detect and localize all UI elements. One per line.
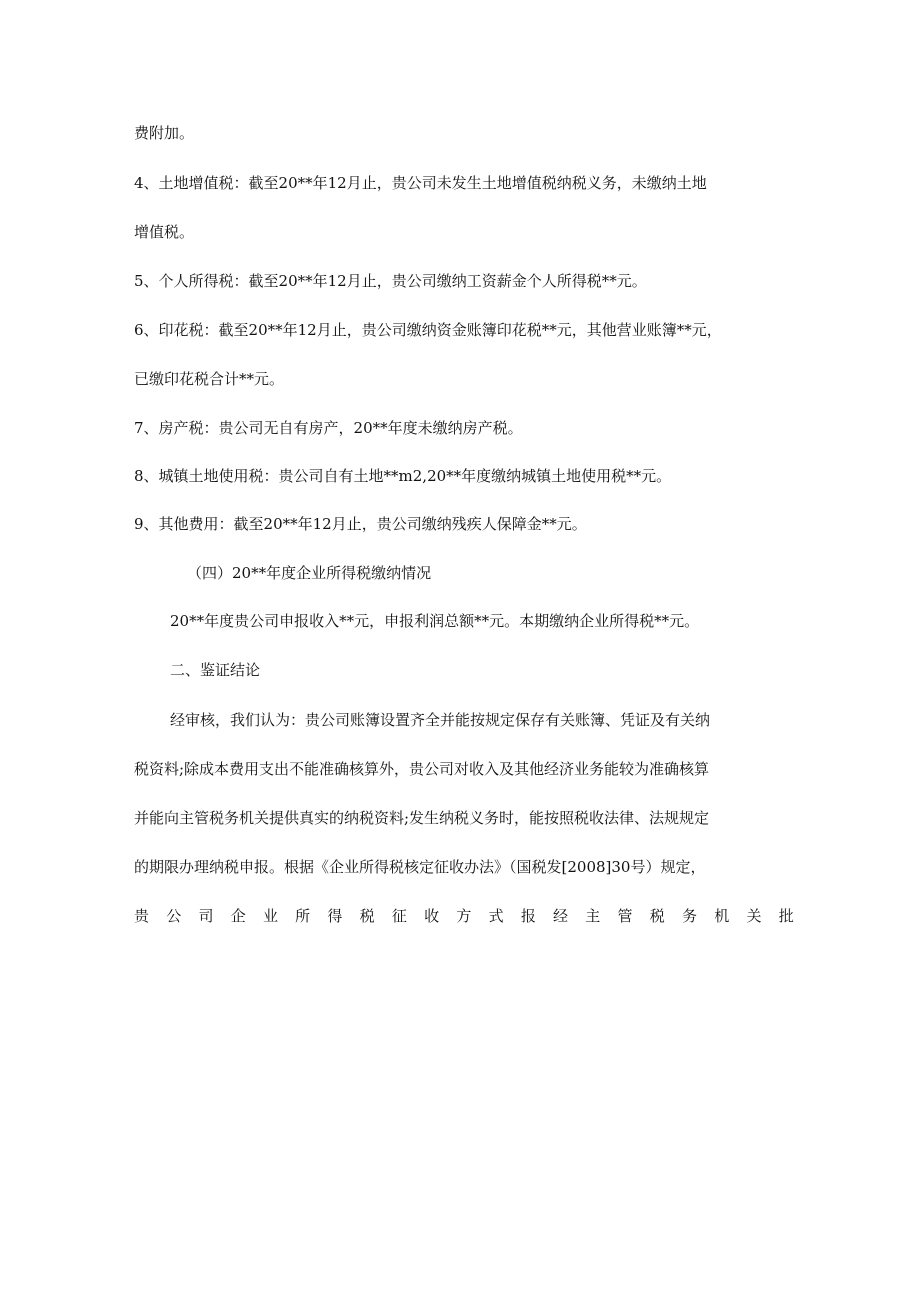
text-line-17 bbox=[134, 906, 794, 926]
text-char: 主 bbox=[585, 907, 601, 925]
text-line-2: 4、土地增值税：截至20**年12月止，贵公司未发生土地增值税纳税义务，未缴纳土地 bbox=[134, 174, 707, 192]
text-line-4: 5、个人所得税：截至20**年12月止，贵公司缴纳工资薪金个人所得税**元。 bbox=[134, 272, 647, 290]
text-line-14: 税资料;除成本费用支出不能准确核算外，贵公司对收入及其他经济业务能较为准确核算 bbox=[134, 760, 710, 778]
section-heading-conclusion: 二、鉴证结论 bbox=[170, 661, 261, 679]
text-char: 机 bbox=[714, 907, 730, 925]
text-char: 得 bbox=[327, 907, 343, 925]
text-char: 务 bbox=[681, 907, 697, 925]
text-line-16: 的期限办理纳税申报。根据《企业所得税核定征收办法》（国税发[2008]30号）规定， bbox=[134, 858, 706, 876]
text-char: 司 bbox=[198, 907, 214, 925]
text-char: 批 bbox=[778, 907, 794, 925]
text-line-13: 经审核，我们认为：贵公司账簿设置齐全并能按规定保存有关账簿、凭证及有关纳 bbox=[170, 711, 711, 729]
text-char: 收 bbox=[424, 907, 440, 925]
text-line-7: 7、房产税：贵公司无自有房产，20**年度未缴纳房产税。 bbox=[134, 419, 523, 437]
text-char: 经 bbox=[553, 907, 569, 925]
text-char: 报 bbox=[520, 907, 536, 925]
text-line-8: 8、城镇土地使用税：贵公司自有土地**m2,20**年度缴纳城镇土地使用税**元。 bbox=[134, 467, 672, 485]
text-char: 管 bbox=[617, 907, 633, 925]
text-char: 企 bbox=[230, 907, 246, 925]
section-heading-four: （四）20**年度企业所得税缴纳情况 bbox=[187, 564, 432, 582]
text-char: 税 bbox=[359, 907, 375, 925]
text-char: 关 bbox=[746, 907, 762, 925]
text-char: 方 bbox=[456, 907, 472, 925]
text-char: 贵 bbox=[134, 907, 150, 925]
text-line-11: 20**年度贵公司申报收入**元，申报利润总额**元。本期缴纳企业所得税**元。 bbox=[170, 612, 700, 630]
text-line-6: 已缴印花税合计**元。 bbox=[134, 370, 285, 388]
text-char: 公 bbox=[166, 907, 182, 925]
text-char: 所 bbox=[295, 907, 311, 925]
text-char: 税 bbox=[649, 907, 665, 925]
text-line-3: 增值税。 bbox=[134, 223, 195, 241]
text-line-1: 费附加。 bbox=[134, 124, 195, 142]
text-char: 式 bbox=[488, 907, 504, 925]
text-line-9: 9、其他费用：截至20**年12月止，贵公司缴纳残疾人保障金**元。 bbox=[134, 515, 587, 533]
text-char: 业 bbox=[262, 907, 278, 925]
text-line-5: 6、印花税：截至20**年12月止，贵公司缴纳资金账簿印花税**元，其他营业账簿**元， bbox=[134, 321, 722, 339]
text-char: 征 bbox=[391, 907, 407, 925]
text-line-15: 并能向主管税务机关提供真实的纳税资料;发生纳税义务时，能按照税收法律、法规规定 bbox=[134, 809, 710, 827]
